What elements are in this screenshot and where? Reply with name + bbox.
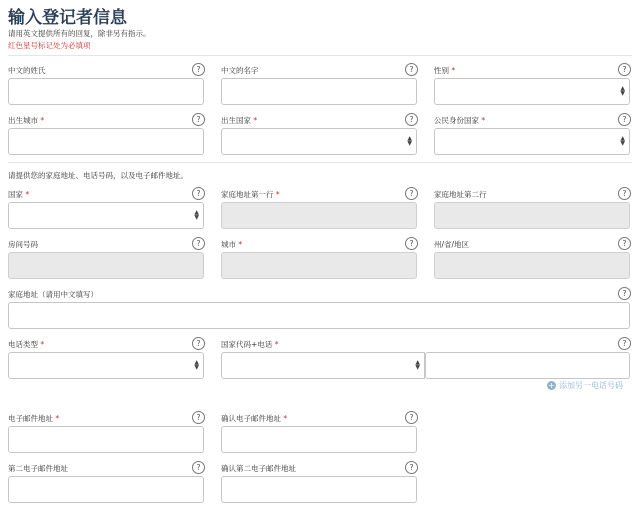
help-icon[interactable]: ?	[405, 237, 418, 250]
help-icon[interactable]: ?	[618, 237, 631, 250]
help-icon[interactable]: ?	[192, 411, 205, 424]
select-arrow-icon: ▲ ▼	[194, 359, 199, 371]
email-confirm-label: 确认电子邮件地址 *	[221, 414, 288, 423]
email2-input[interactable]	[8, 476, 204, 503]
help-icon[interactable]: ?	[192, 337, 205, 350]
address-section-text: 请提供您的家庭地址、电话号码，以及电子邮件地址。	[8, 171, 188, 180]
gender-select[interactable]	[434, 78, 630, 105]
given-name-label: 中文的名字	[221, 66, 259, 75]
surname-label: 中文的姓氏	[8, 66, 46, 75]
address1-input[interactable]	[221, 202, 417, 229]
add-phone-link[interactable]: + 添加另一电话号码	[548, 381, 623, 390]
help-icon[interactable]: ?	[618, 113, 631, 126]
help-icon[interactable]: ?	[405, 411, 418, 424]
help-icon[interactable]: ?	[192, 113, 205, 126]
help-icon[interactable]: ?	[192, 237, 205, 250]
divider	[8, 55, 632, 56]
email2-confirm-label: 确认第二电子邮件地址	[221, 464, 296, 473]
plus-circle-icon: +	[548, 381, 555, 390]
help-icon[interactable]: ?	[192, 187, 205, 200]
gender-label: 性别 *	[434, 66, 456, 75]
help-icon[interactable]: ?	[618, 63, 631, 76]
email2-confirm-input[interactable]	[221, 476, 417, 503]
help-icon[interactable]: ?	[618, 187, 631, 200]
phone-label: 国家代码+电话 *	[221, 340, 279, 349]
surname-input[interactable]	[8, 78, 204, 105]
instruction-text: 请用英文提供所有的回复，除非另有指示。	[8, 29, 151, 38]
birth-country-label: 出生国家 *	[221, 116, 258, 125]
help-icon[interactable]: ?	[405, 63, 418, 76]
address1-label: 家庭地址第一行 *	[221, 190, 280, 199]
help-icon[interactable]: ?	[405, 187, 418, 200]
room-input[interactable]	[8, 252, 204, 279]
select-arrow-icon: ▲ ▼	[194, 209, 199, 221]
room-label: 房间号码	[8, 240, 38, 249]
help-icon[interactable]: ?	[405, 113, 418, 126]
phone-type-select[interactable]	[8, 352, 204, 379]
phone-number-input[interactable]	[425, 352, 630, 379]
help-icon[interactable]: ?	[405, 461, 418, 474]
city-label: 城市 *	[221, 240, 243, 249]
help-icon[interactable]: ?	[192, 63, 205, 76]
email-confirm-input[interactable]	[221, 426, 417, 453]
city-input[interactable]	[221, 252, 417, 279]
select-arrow-icon: ▲ ▼	[415, 359, 420, 371]
help-icon[interactable]: ?	[618, 287, 631, 300]
page-title: 输入登记者信息	[8, 8, 127, 28]
address-cn-input[interactable]	[8, 302, 630, 329]
divider	[8, 162, 632, 163]
country-code-select[interactable]	[221, 352, 425, 379]
country-select[interactable]	[8, 202, 204, 229]
select-arrow-icon: ▲ ▼	[407, 135, 412, 147]
birth-city-input[interactable]	[8, 128, 204, 155]
given-name-input[interactable]	[221, 78, 417, 105]
address2-label: 家庭地址第二行	[434, 190, 487, 199]
country-label: 国家 *	[8, 190, 30, 199]
required-note: 红色星号标记处为必填项	[8, 41, 91, 50]
birth-country-select[interactable]	[221, 128, 417, 155]
select-arrow-icon: ▲ ▼	[620, 135, 625, 147]
state-input[interactable]	[434, 252, 630, 279]
state-label: 州/省/地区	[434, 240, 470, 249]
email-label: 电子邮件地址 *	[8, 414, 60, 423]
citizenship-label: 公民身份国家 *	[434, 116, 486, 125]
help-icon[interactable]: ?	[618, 337, 631, 350]
address-cn-label: 家庭地址（请用中文填写）	[8, 290, 98, 299]
birth-city-label: 出生城市 *	[8, 116, 45, 125]
help-icon[interactable]: ?	[192, 461, 205, 474]
citizenship-select[interactable]	[434, 128, 630, 155]
email-input[interactable]	[8, 426, 204, 453]
address2-input[interactable]	[434, 202, 630, 229]
select-arrow-icon: ▲ ▼	[620, 85, 625, 97]
email2-label: 第二电子邮件地址	[8, 464, 68, 473]
phone-type-label: 电话类型 *	[8, 340, 45, 349]
